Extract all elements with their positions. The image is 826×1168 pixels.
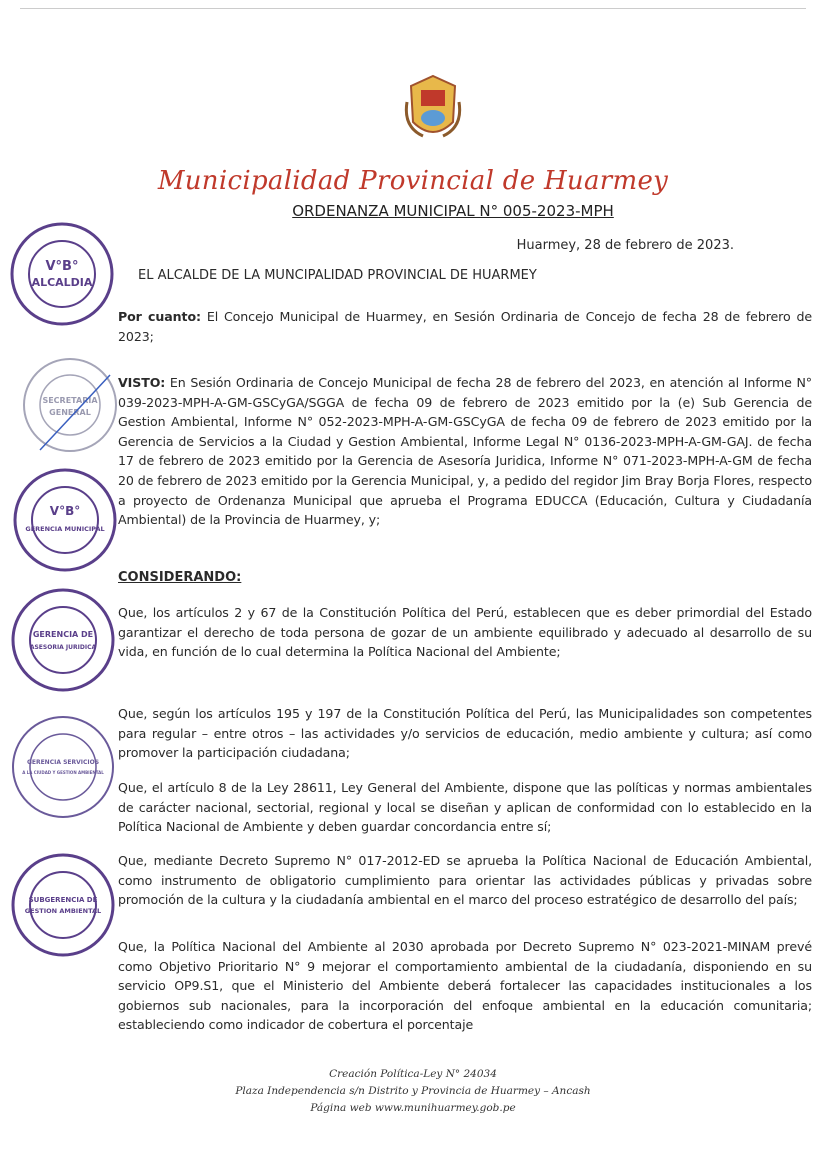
svg-text:GERENCIA SERVICIOS: GERENCIA SERVICIOS [26, 759, 100, 766]
footer-line: Página web www.munihuarmey.gob.pe [310, 1102, 516, 1114]
alcaldia-stamp [8, 220, 116, 328]
considerando-paragraph: Que, los artículos 2 y 67 de la Constitución Política del Perú, establecen que es deber primordial del Estado garantizar el derecho de toda persona de gozar de un ambiente equilibrado y adecuado al desarrollo de su vida, en función de lo cual determina la Política Nacional del Ambiente; [118, 605, 812, 660]
considerando-heading: CONSIDERANDO: [118, 570, 242, 585]
servicios-ciudad-stamp [8, 712, 118, 822]
document-title: ORDENANZA MUNICIPAL N° 005-2023-MPH [292, 202, 614, 220]
por-cuanto-text: El Concejo Municipal de Huarmey, en Sesión Ordinaria de Concejo de fecha 28 de febrero de 2023; [118, 309, 812, 344]
visto-paragraph [118, 373, 812, 530]
municipal-crest-logo [403, 72, 463, 144]
svg-text:V°B°: V°B° [45, 259, 79, 274]
footer-line: Plaza Independencia s/n Distrito y Provincia de Huarmey – Ancash [235, 1085, 591, 1097]
svg-text:GENERAL: GENERAL [49, 408, 91, 417]
considerando-paragraph: Que, mediante Decreto Supremo N° 017-2012-ED se aprueba la Política Nacional de Educación Ambiental, como instrumento de obligatorio cumplimiento para orientar las actividades públicas y privadas sobre promoción de la cultura y la ciudadanía ambiental en el marco del proceso estratégico de desarrollo del país; [118, 853, 812, 908]
svg-text:A LA CIUDAD Y GESTION AMBIENTA: A LA CIUDAD Y GESTION AMBIENTAL [22, 770, 104, 775]
secretaria-general-stamp [20, 355, 120, 455]
footer-line: Creación Política-Ley N° 24034 [329, 1068, 497, 1080]
asesoria-juridica-stamp [8, 585, 118, 695]
svg-text:GERENCIA DE: GERENCIA DE [32, 630, 94, 639]
svg-text:ALCALDIA: ALCALDIA [31, 276, 93, 289]
svg-text:V°B°: V°B° [49, 504, 81, 518]
visto-text: En Sesión Ordinaria de Concejo Municipal de fecha 28 de febrero del 2023, en atención al Informe N° 039-2023-MPH-A-GM-GSCyGA/SGGA de fecha 09 de febrero de 2023 emitido por la (e) Sub Gerencia de Gestion Ambiental, Informe N° 052-2023-MPH-A-GM-GSCyGA de fecha 09 de febrero de 2023 emitido por la Gerencia de Servicios a la Ciudad y Gestion Ambiental, Informe Legal N° 0136-2023-MPH-A-GM-GAJ. de fecha 17 de febrero de 2023 emitido por la Gerencia de Asesoría Juridica, Informe N° 071-2023-MPH-A-GM de fecha 20 de febrero de 2023 emitido por la Gerencia Municipal, y, a pedido del regidor Jim Bray Borja Flores, respecto a proyecto de Ordenanza Municipal que aprueba el Programa EDUCCA (Educación, Cultura y Ciudadanía Ambiental) de la Provincia de Huarmey, y; [118, 375, 812, 528]
svg-text:GERENCIA MUNICIPAL: GERENCIA MUNICIPAL [25, 525, 105, 533]
considerando-paragraph: Que, según los artículos 195 y 197 de la Constitución Política del Perú, las Municipalidades son competentes para regular – entre otros – las actividades y/o servicios de educación, medio ambiente y cultura; así como promover la participación ciudadana; [118, 706, 812, 761]
svg-text:GESTION AMBIENTAL: GESTION AMBIENTAL [24, 907, 102, 915]
considerando-paragraph: Que, la Política Nacional del Ambiente al 2030 aprobada por Decreto Supremo N° 023-2021-MINAM prevé como Objetivo Prioritario N° 9 mejorar el comportamiento ambiental de la ciudadanía, disponiendo en su servicio OP9.S1, que el Ministerio del Ambiente deberá fortalecer las capacidades institucionales a los gobiernos sub nacionales, para la incorporación del enfoque ambiental en la educación comunitaria; estableciendo como indicador de cobertura el porcentaje [118, 939, 812, 1033]
issuer-line: EL ALCALDE DE LA MUNCIPALIDAD PROVINCIAL DE HUARMEY [138, 268, 537, 283]
svg-text:SUBGERENCIA DE: SUBGERENCIA DE [28, 896, 98, 904]
por-cuanto-paragraph [118, 307, 812, 346]
svg-text:SECRETARIA: SECRETARIA [42, 396, 98, 405]
considerando-paragraph: Que, el artículo 8 de la Ley 28611, Ley General del Ambiente, dispone que las políticas y normas ambientales de carácter nacional, sectorial, regional y local se diseñan y aplican de conformidad con lo establecido en la Política Nacional de Ambiente y deben guardar concordancia entre sí; [118, 780, 812, 835]
gestion-ambiental-stamp [8, 850, 118, 960]
visto-label: VISTO: [118, 375, 166, 390]
svg-text:ASESORIA JURIDICA: ASESORIA JURIDICA [29, 644, 97, 651]
date-line: Huarmey, 28 de febrero de 2023. [516, 238, 734, 253]
gerencia-municipal-stamp [10, 465, 120, 575]
institution-title: Municipalidad Provincial de Huarmey [157, 166, 669, 196]
por-cuanto-label: Por cuanto: [118, 309, 201, 324]
scan-edge-line [20, 8, 806, 9]
